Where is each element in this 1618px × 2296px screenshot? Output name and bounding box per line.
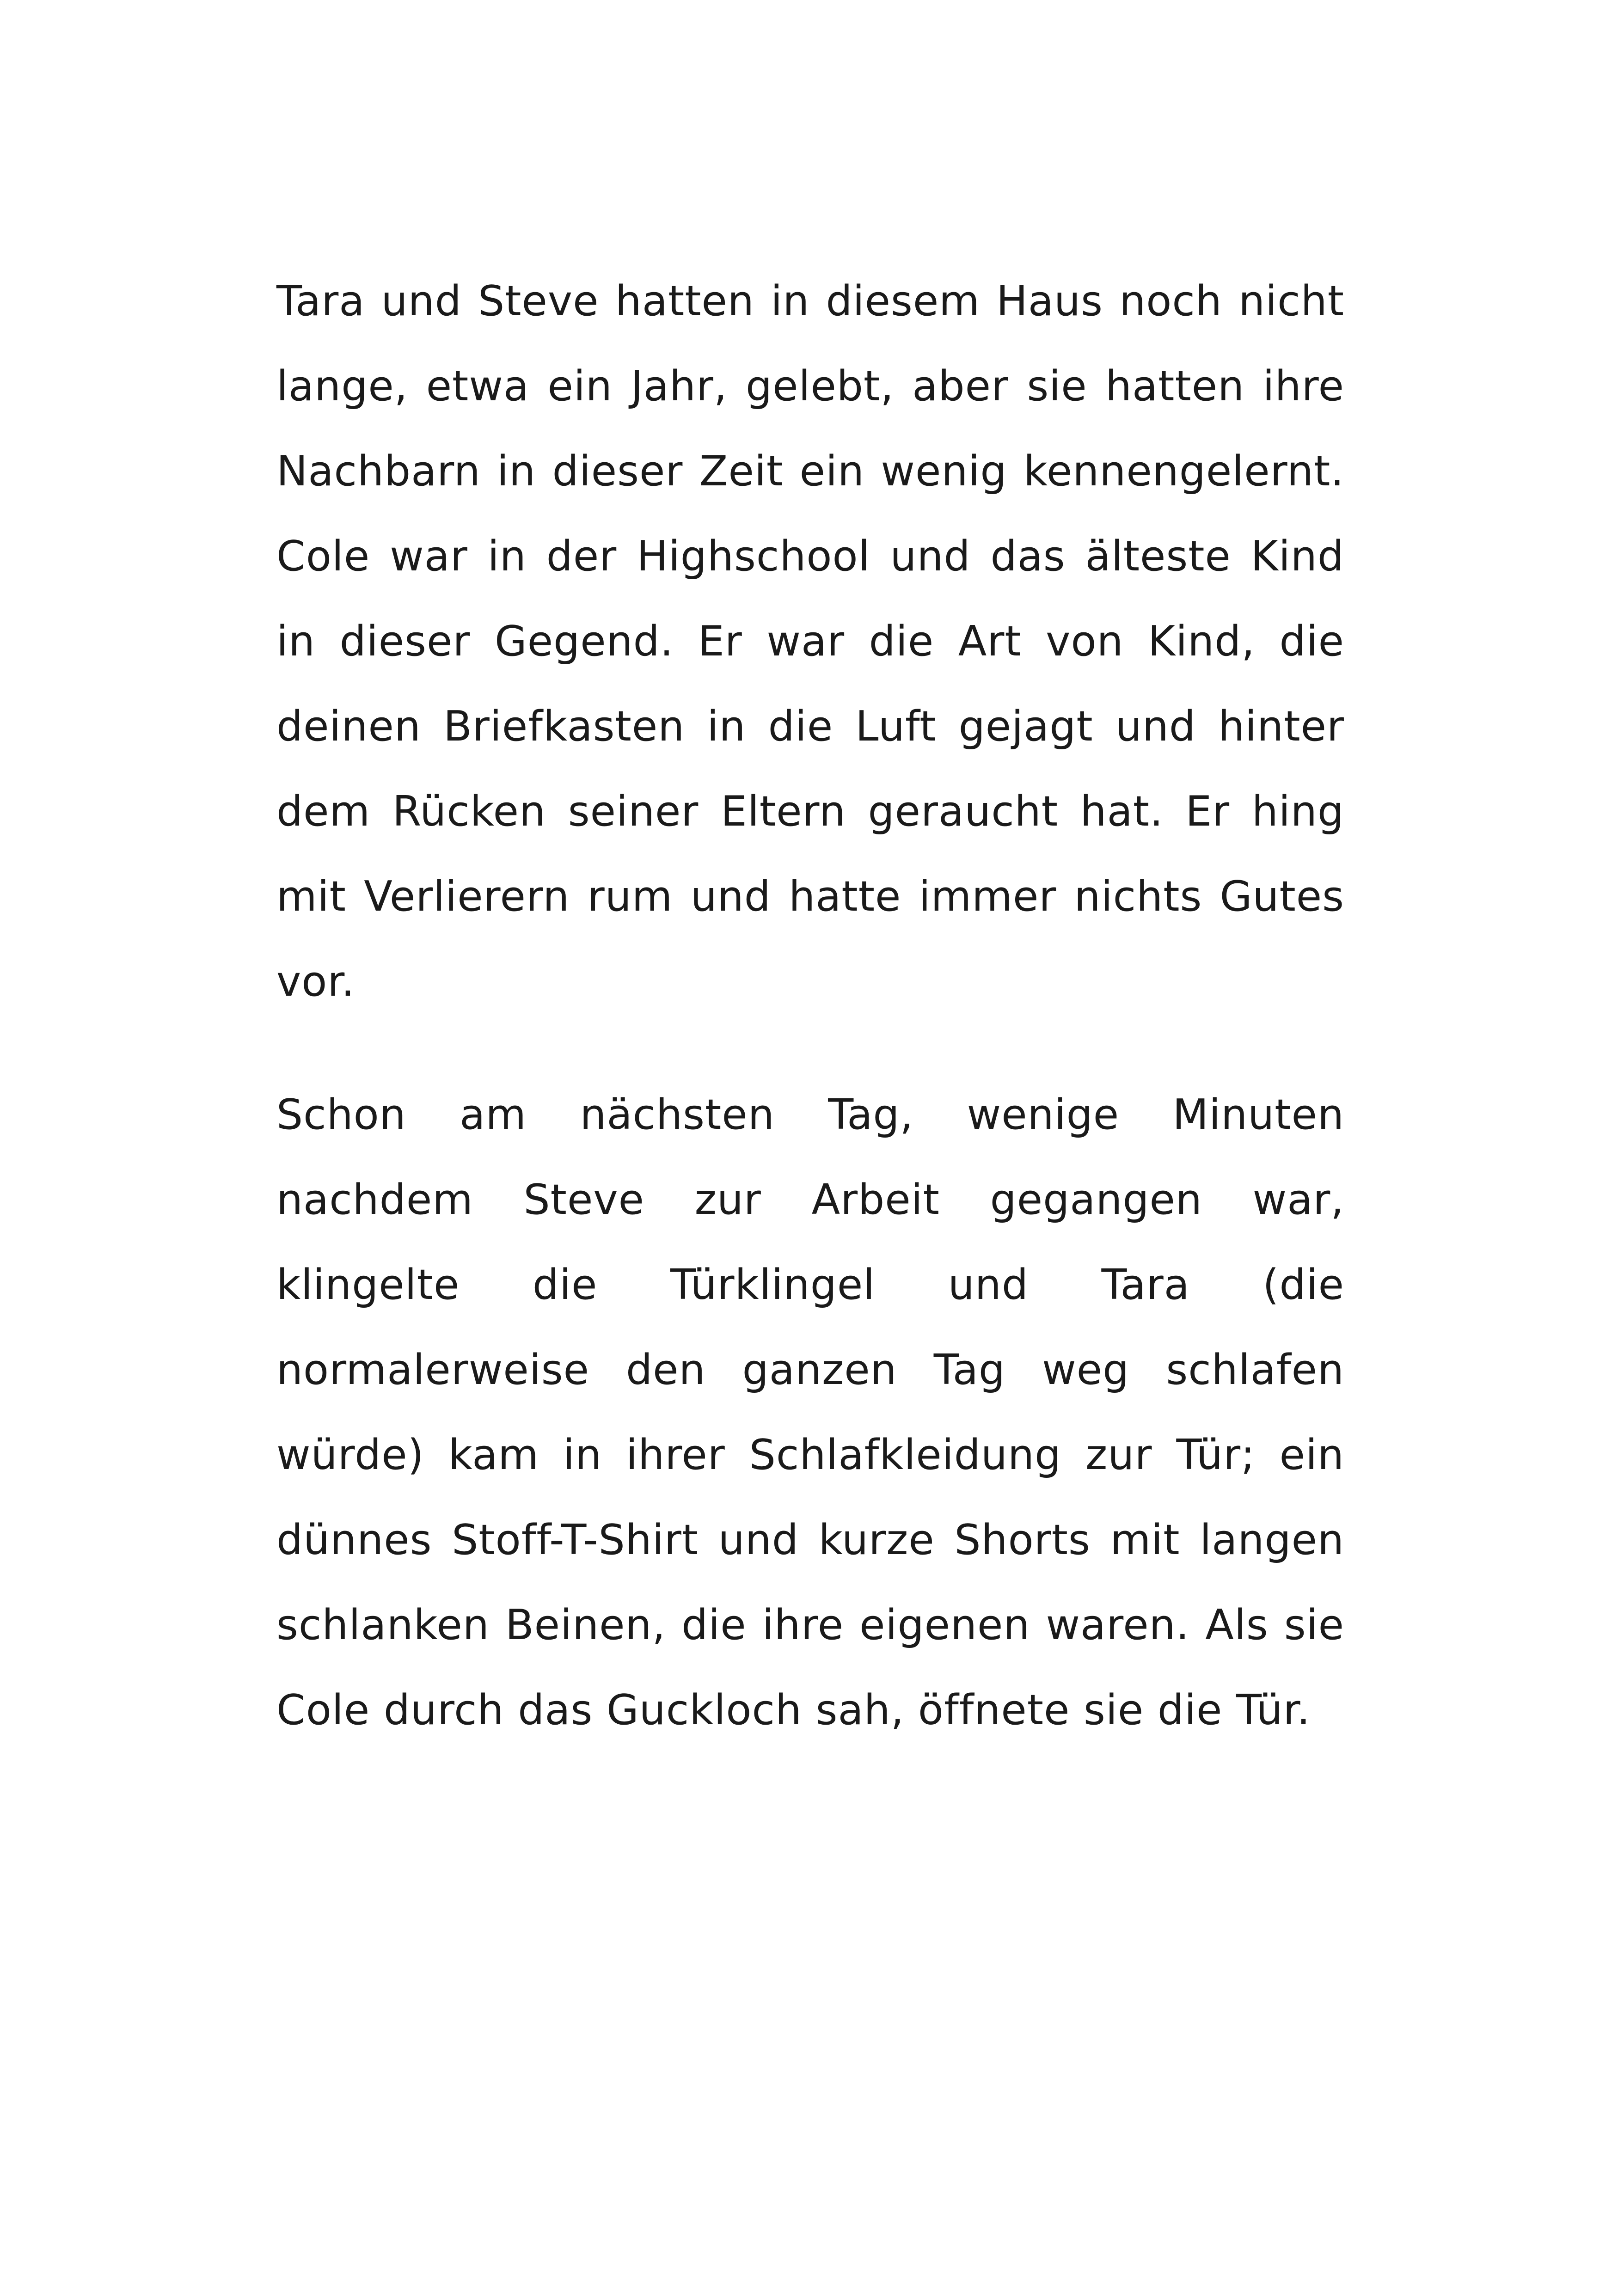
body-text bbox=[276, 259, 1344, 1801]
paragraph-2: Schon am nächsten Tag, wenige Minuten nachdem Steve zur Arbeit gegangen war, klingelte die Türklingel und Tara (die normalerweise den ganzen Tag weg schlafen würde) kam in ihrer Schlafkleidung zur Tür; ein dünnes Stoff-T-Shirt und kurze Shorts mit langen schlanken Beinen, die ihre eigenen waren. Als sie Cole durch das Guckloch sah, öffnete sie die Tür. bbox=[276, 1090, 1344, 1734]
paragraph-1: Tara und Steve hatten in diesem Haus noch nicht lange, etwa ein Jahr, gelebt, aber sie hatten ihre Nachbarn in dieser Zeit ein wenig kennengelernt. Cole war in der Highschool und das älteste Kind in dieser Gegend. Er war die Art von Kind, die deinen Briefkasten in die Luft gejagt und hinter dem Rücken seiner Eltern geraucht hat. Er hing mit Verlierern rum und hatte immer nichts Gutes vor. bbox=[276, 277, 1344, 1006]
